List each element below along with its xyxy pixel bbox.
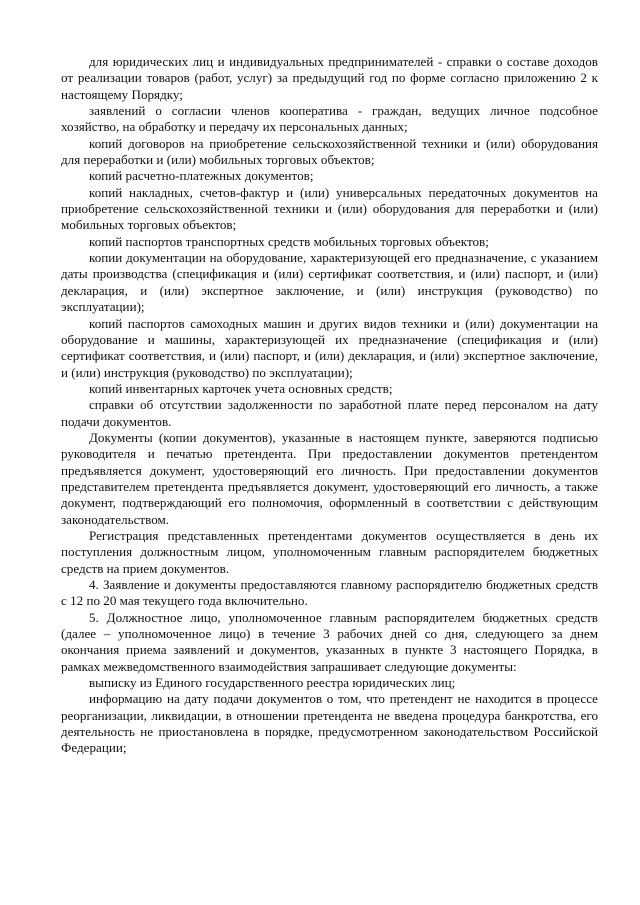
paragraph-vehicle-passports: копий паспортов транспортных средств мобильных торговых объектов; [89,233,489,249]
paragraph-payment-documents: копий расчетно-платежных документов; [89,168,314,184]
paragraph-interagency-request: 5. Должностное лицо, уполномоченное главным распорядителем бюджетных средств (далее – уполномоченное лицо) в течение 3 рабочих дней со дня, следующего за днем окончания приема заявлений и документов, указанных в пункте 3 настоящего Порядка, в рамках межведомственного взаимодействия запрашивает следующие документы: [61,609,598,674]
paragraph-consent-statements: заявлений о согласии членов кооператива - граждан, ведущих личное подсобное хозяйство, на обработку и передачу их персональных данных; [61,103,598,135]
paragraph-document-certification: Документы (копии документов), указанные в настоящем пункте, заверяются подписью руководителя и печатью претендента. При предоставлении документов претендентом предъявляется документ, удостоверяющий его личность. При предоставлении документов представителем претендента предъявляется документ, удостоверяющий его личность, а также документ, подтверждающий его полномочия, оформленный в соответствии с действующим законодательством. [61,429,598,527]
paragraph-inventory-cards: копий инвентарных карточек учета основных средств; [89,380,393,396]
paragraph-registry-extract: выписку из Единого государственного реестра юридических лиц; [89,675,456,691]
paragraph-machinery-passports: копий паспортов самоходных машин и других видов техники и (или) документации на оборудование и машины, характеризующей их предназначение (спецификация и (или) сертификат соответствия, и (или) паспорт, и (или) декларация, и (или) экспертное заключение, и (или) инструкция (руководство) по эксплуатации); [61,315,598,380]
document-page [61,54,598,757]
paragraph-invoice-copies: копий накладных, счетов-фактур и (или) универсальных передаточных документов на приобретение сельскохозяйственной техники и (или) оборудования для переработки и (или) мобильных торговых объектов; [61,184,598,233]
paragraph-registration: Регистрация представленных претендентами документов осуществляется в день их поступления должностным лицом, уполномоченным главным распорядителем бюджетных средств на прием документов. [61,527,598,576]
paragraph-status-information: информацию на дату подачи документов о том, что претендент не находится в процессе реорганизации, ликвидации, в отношении претендента не введена процедура банкротства, его деятельность не приостановлена в порядке, предусмотренном законодательством Российской Федерации; [61,691,598,756]
paragraph-equipment-documentation: копии документации на оборудование, характеризующей его предназначение, с указанием даты производства (спецификация и (или) сертификат соответствия, и (или) паспорт, и (или) декларация, и (или) экспертное заключение, и (или) инструкция (руководство) по эксплуатации); [61,250,598,315]
paragraph-income-certificate: для юридических лиц и индивидуальных предпринимателей - справки о составе доходов от реализации товаров (работ, услуг) за предыдущий год по форме согласно приложению 2 к настоящему Порядку; [61,54,598,102]
paragraph-submission-period: 4. Заявление и документы предоставляются главному распорядителю бюджетных средств с 12 по 20 мая текущего года включительно. [61,577,598,609]
paragraph-salary-debt-certificate: справки об отсутствии задолженности по заработной плате перед персоналом на дату подачи документов. [61,397,598,429]
paragraph-contract-copies: копий договоров на приобретение сельскохозяйственной техники и (или) оборудования для переработки и (или) мобильных торговых объектов; [61,135,598,168]
